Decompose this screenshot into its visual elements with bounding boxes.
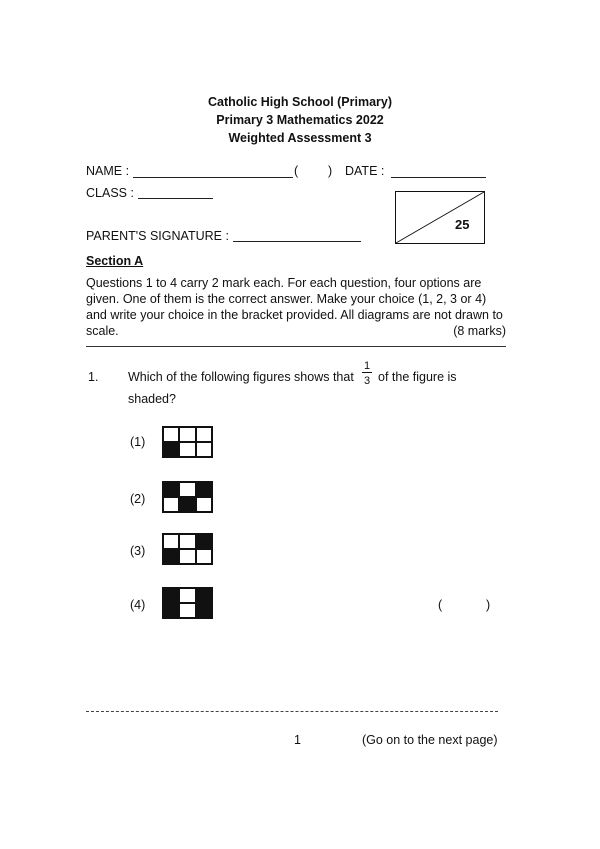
school-name: Catholic High School (Primary) bbox=[207, 95, 393, 109]
unshaded-cell bbox=[196, 427, 212, 442]
unshaded-cell bbox=[179, 588, 195, 603]
name-field-line[interactable] bbox=[133, 177, 293, 178]
option-1-label: (1) bbox=[130, 435, 146, 449]
total-marks: 25 bbox=[455, 217, 470, 232]
shaded-cell bbox=[196, 603, 212, 618]
option-2-figure[interactable] bbox=[162, 481, 213, 513]
register-open-paren: ( bbox=[294, 164, 299, 178]
instruction-line-1: Questions 1 to 4 carry 2 mark each. For each question, four options are bbox=[86, 276, 482, 290]
signature-label: PARENT'S SIGNATURE : bbox=[86, 229, 229, 243]
shaded-cell bbox=[196, 534, 212, 549]
unshaded-cell bbox=[179, 603, 195, 618]
assessment-title: Weighted Assessment 3 bbox=[228, 131, 372, 145]
answer-open-bracket: ( bbox=[438, 598, 443, 612]
footer-divider bbox=[86, 711, 498, 712]
option-3-figure[interactable] bbox=[162, 533, 213, 565]
marks-box-frame bbox=[395, 191, 485, 244]
question-text-before: Which of the following figures shows that bbox=[128, 370, 354, 384]
shaded-cell bbox=[163, 588, 179, 603]
option-4-label: (4) bbox=[130, 598, 146, 612]
unshaded-cell bbox=[179, 482, 195, 497]
section-title: Section A bbox=[86, 254, 144, 268]
unshaded-cell bbox=[179, 442, 195, 457]
shaded-cell bbox=[196, 588, 212, 603]
class-field-line[interactable] bbox=[138, 198, 213, 199]
unshaded-cell bbox=[196, 497, 212, 512]
unshaded-cell bbox=[179, 549, 195, 564]
unshaded-cell bbox=[163, 427, 179, 442]
question-number: 1. bbox=[88, 370, 99, 384]
signature-field-line[interactable] bbox=[233, 241, 361, 242]
unshaded-cell bbox=[163, 534, 179, 549]
section-instructions bbox=[86, 275, 506, 339]
section-divider bbox=[86, 346, 506, 347]
option-1-figure[interactable] bbox=[162, 426, 213, 458]
continue-note: (Go on to the next page) bbox=[362, 733, 498, 747]
option-2-label: (2) bbox=[130, 492, 146, 506]
question-text-line2: shaded? bbox=[128, 392, 176, 406]
instruction-line-3: and write your choice in the bracket provided. All diagrams are not drawn to bbox=[86, 308, 503, 322]
date-label: DATE : bbox=[345, 164, 385, 178]
subject-title: Primary 3 Mathematics 2022 bbox=[216, 113, 384, 127]
shaded-cell bbox=[163, 442, 179, 457]
class-label: CLASS : bbox=[86, 186, 134, 200]
instruction-last-line: scale. bbox=[86, 324, 119, 338]
unshaded-cell bbox=[179, 534, 195, 549]
name-label: NAME : bbox=[86, 164, 130, 178]
shaded-cell bbox=[179, 497, 195, 512]
instruction-line-4 bbox=[86, 323, 506, 339]
fraction-bar bbox=[362, 372, 372, 373]
answer-close-bracket: ) bbox=[486, 598, 491, 612]
shaded-cell bbox=[163, 549, 179, 564]
unshaded-cell bbox=[196, 442, 212, 457]
date-field-line[interactable] bbox=[391, 177, 486, 178]
fraction-denominator: 3 bbox=[363, 375, 371, 387]
register-close-paren: ) bbox=[328, 164, 333, 178]
unshaded-cell bbox=[163, 497, 179, 512]
section-marks: (8 marks) bbox=[453, 324, 506, 338]
unshaded-cell bbox=[179, 427, 195, 442]
fraction-numerator: 1 bbox=[363, 360, 371, 372]
page-number: 1 bbox=[294, 733, 301, 747]
question-text-after: of the figure is bbox=[378, 370, 457, 384]
shaded-cell bbox=[196, 482, 212, 497]
option-3-label: (3) bbox=[130, 544, 146, 558]
instruction-line-2: given. One of them is the correct answer. Make your choice (1, 2, 3 or 4) bbox=[86, 292, 487, 306]
shaded-cell bbox=[163, 482, 179, 497]
shaded-cell bbox=[163, 603, 179, 618]
marks-box bbox=[395, 191, 485, 244]
unshaded-cell bbox=[196, 549, 212, 564]
answer-field[interactable] bbox=[448, 596, 484, 612]
option-4-figure[interactable] bbox=[162, 587, 213, 619]
